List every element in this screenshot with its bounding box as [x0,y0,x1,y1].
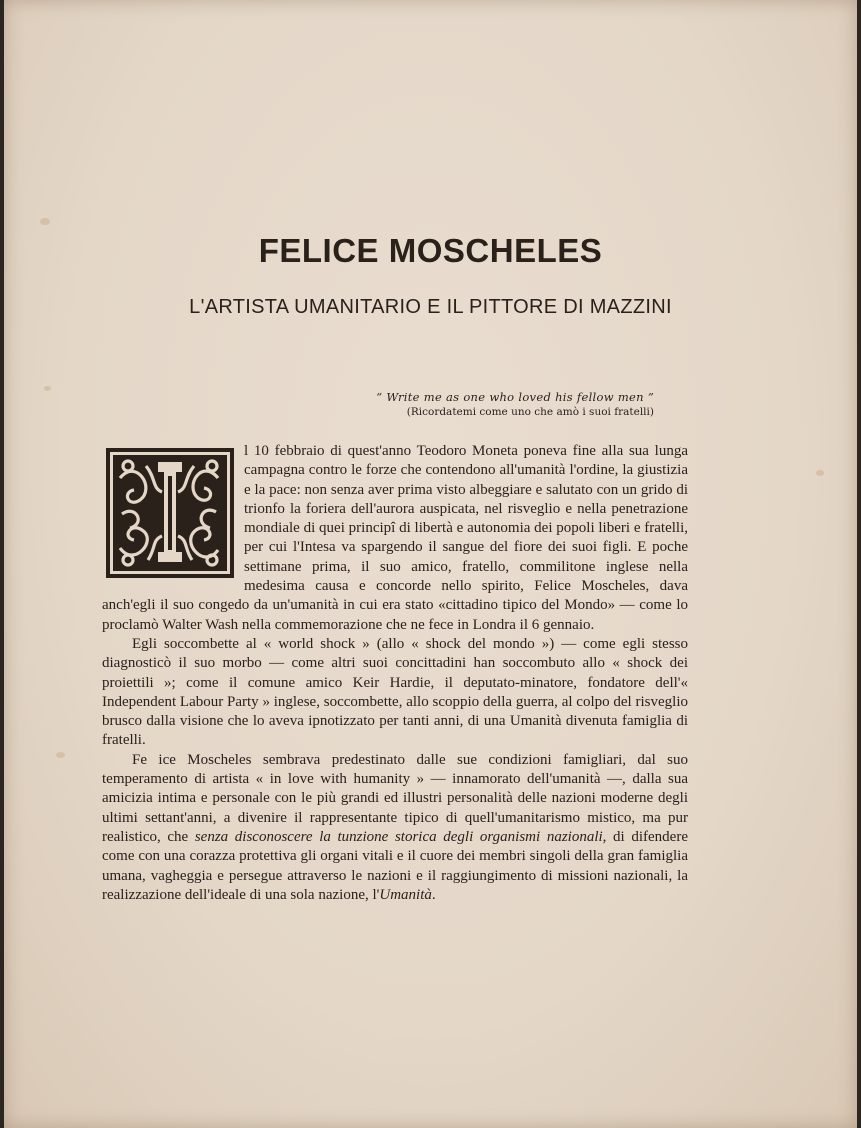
ornate-initial-I-icon [106,448,234,578]
paragraph-3-italic-phrase: senza disconoscere la tunzione storica degli organismi nazionali [194,828,603,845]
foxing-spot [56,752,65,758]
book-page [4,0,857,1128]
paragraph-3-text-middle: , di difendere come con una corazza protettiva gli organi vitali e il cuore dei membri singoli della gran famiglia umana, vagheggia e persegue attraverso le nazioni e il raggiungimento di missioni nazionali, la realizzazione dell'ideale di una sola nazione, l' [102,828,688,903]
foxing-spot [44,386,51,391]
epigraph-quote: “ Write me as one who loved his fellow men ” [376,390,654,404]
article-title: FELICE MOSCHELES [258,232,603,269]
paragraph-3-text-end: . [431,886,436,903]
article-body [102,442,688,905]
epigraph [376,390,654,420]
paragraph-1 [102,442,688,635]
paragraph-3 [102,751,688,905]
paragraph-3-italic-word: Umanità [379,886,432,903]
epigraph-translation: (Ricordatemi come uno che amò i suoi fratelli) [406,406,654,418]
article-subtitle: L'ARTISTA UMANITARIO E IL PITTORE DI MAZZINI [189,296,672,318]
paragraph-2: Egli soccombette al « world shock » (allo « shock del mondo ») — come egli stesso diagnosticò il suo morbo — come altri suoi concittadini han soccombuto allo « shock dei proiettili »; come il comune amico Keir Hardie, il deputato-minatore, fondatore dell'« Independent Labour Party » inglese, soccombette, allo scoppio della guerra, al colpo del risveglio brusco dalla visione che lo aveva ipnotizzato per tanti anni, di una Umanità divenuta famiglia di fratelli. [102,635,688,749]
foxing-spot [816,470,824,476]
foxing-spot [40,218,50,225]
paragraph-1-text: l 10 febbraio di quest'anno Teodoro Moneta poneva fine alla sua lunga campagna contro le forze che contendono all'umanità l'ordine, la giustizia e la pace: non senza aver prima visto albeggiare e salutato con un grido di trionfo la foriera dell'aurora auspicata, nel risveglio e nella penetrazione mondiale di quei principî di libertà e autonomia dei popoli liberi e fratelli, per cui l'Intesa va spargendo il sangue del fiore dei suoi figli. E poche settimane prima, il suo amico, fratello, commilitone inglese nella medesima causa e concorde nello spirito, Felice Moscheles, dava anch'egli il suo congedo da un'umanità in cui era stato «cittadino tipico del Mondo» — come lo proclamò Walter Wash nella commemorazione che ne fece in Londra il 6 gennaio. [102,443,688,633]
paragraph-3-text-start: Fe ice Moscheles sembrava predestinato dalle sue condizioni famigliari, dal suo temperamento di artista « in love with humanity » — innamorato dell'umanità —, dalla sua amicizia intima e personale con le più grandi ed illustri personalità delle nazioni moderne degli ultimi settant'anni, a divenire il rappresentante tipico di quell'umanitarismo mistico, ma pur realistico, che [102,751,688,845]
